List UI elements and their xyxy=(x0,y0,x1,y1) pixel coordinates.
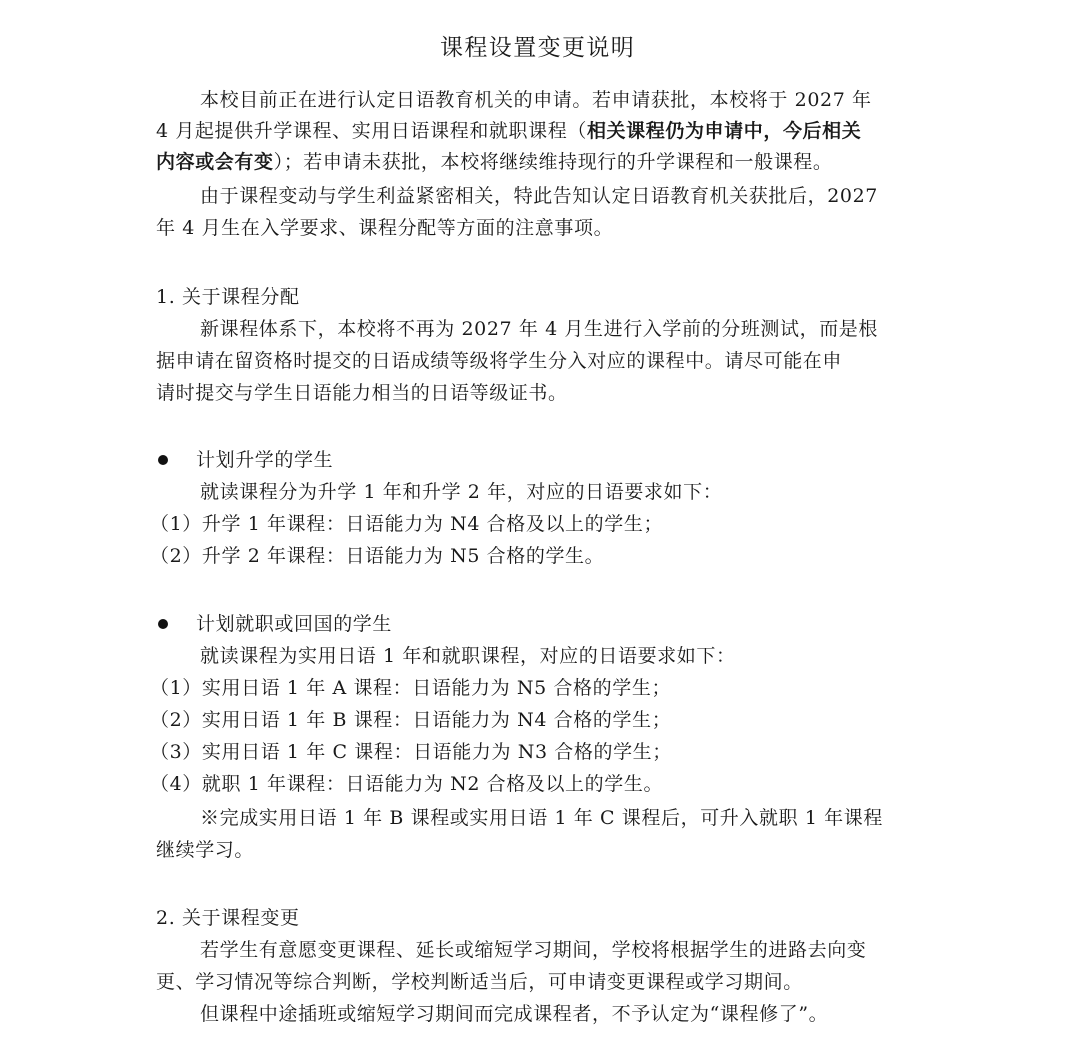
section-1-line-2: 据申请在留资格时提交的日语成绩等级将学生分入对应的课程中。请尽可能在申 xyxy=(156,350,843,372)
intro-paragraph-2-line-2: 年 4 月生在入学要求、课程分配等方面的注意事项。 xyxy=(156,217,614,239)
group-2-note-line-2: 继续学习。 xyxy=(156,839,255,861)
section-1-line-1: 新课程体系下，本校将不再为 2027 年 4 月生进行入学前的分班测试，而是根 xyxy=(200,318,879,340)
intro-text: 4 月起提供升学课程、实用日语课程和就职课程（ xyxy=(156,120,587,142)
group-2-note-line-1: ※完成实用日语 1 年 B 课程或实用日语 1 年 C 课程后，可升入就职 1 年课程 xyxy=(200,807,883,829)
bullet-icon xyxy=(158,619,168,629)
group-1-item-2: （2）升学 2 年课程：日语能力为 N5 合格的学生。 xyxy=(150,545,605,567)
intro-paragraph-1-line-1: 本校目前正在进行认定日语教育机关的申请。若申请获批，本校将于 2027 年 xyxy=(200,89,872,111)
group-2-label: 计划就职或回国的学生 xyxy=(196,613,393,635)
section-1-line-3: 请时提交与学生日语能力相当的日语等级证书。 xyxy=(156,382,568,404)
section-2-line-3: 但课程中途插班或缩短学习期间而完成课程者，不予认定为“课程修了”。 xyxy=(200,1003,829,1025)
group-2-item-3: （3）实用日语 1 年 C 课程：日语能力为 N3 合格的学生； xyxy=(150,741,672,763)
group-2-item-2: （2）实用日语 1 年 B 课程：日语能力为 N4 合格的学生； xyxy=(150,709,672,731)
group-1-item-1: （1）升学 1 年课程：日语能力为 N4 合格及以上的学生； xyxy=(150,513,664,535)
section-2-heading: 2. 关于课程变更 xyxy=(156,907,300,929)
group-1-label: 计划升学的学生 xyxy=(196,449,334,471)
section-2-line-2: 更、学习情况等综合判断，学校判断适当后，可申请变更课程或学习期间。 xyxy=(156,971,803,993)
intro-emphasis: 内容或会有变 xyxy=(156,151,274,173)
intro-paragraph-2-line-1: 由于课程变动与学生利益紧密相关，特此告知认定日语教育机关获批后，2027 xyxy=(200,185,878,207)
intro-paragraph-1-line-3 xyxy=(156,150,833,174)
section-2-line-1: 若学生有意愿变更课程、延长或缩短学习期间，学校将根据学生的进路去向变 xyxy=(200,939,867,961)
intro-text: ）；若申请未获批，本校将继续维持现行的升学课程和一般课程。 xyxy=(273,151,833,173)
intro-emphasis: 相关课程仍为申请中，今后相关 xyxy=(586,120,862,142)
section-1-heading: 1. 关于课程分配 xyxy=(156,286,300,308)
group-2-item-1: （1）实用日语 1 年 A 课程：日语能力为 N5 合格的学生； xyxy=(150,677,672,699)
group-2-item-4: （4）就职 1 年课程：日语能力为 N2 合格及以上的学生。 xyxy=(150,773,664,795)
page-title: 课程设置变更说明 xyxy=(440,35,636,61)
group-2-description: 就读课程为实用日语 1 年和就职课程，对应的日语要求如下： xyxy=(200,645,736,667)
bullet-icon xyxy=(158,455,168,465)
group-1-description: 就读课程分为升学 1 年和升学 2 年，对应的日语要求如下： xyxy=(200,481,723,503)
intro-paragraph-1-line-2 xyxy=(156,119,861,143)
